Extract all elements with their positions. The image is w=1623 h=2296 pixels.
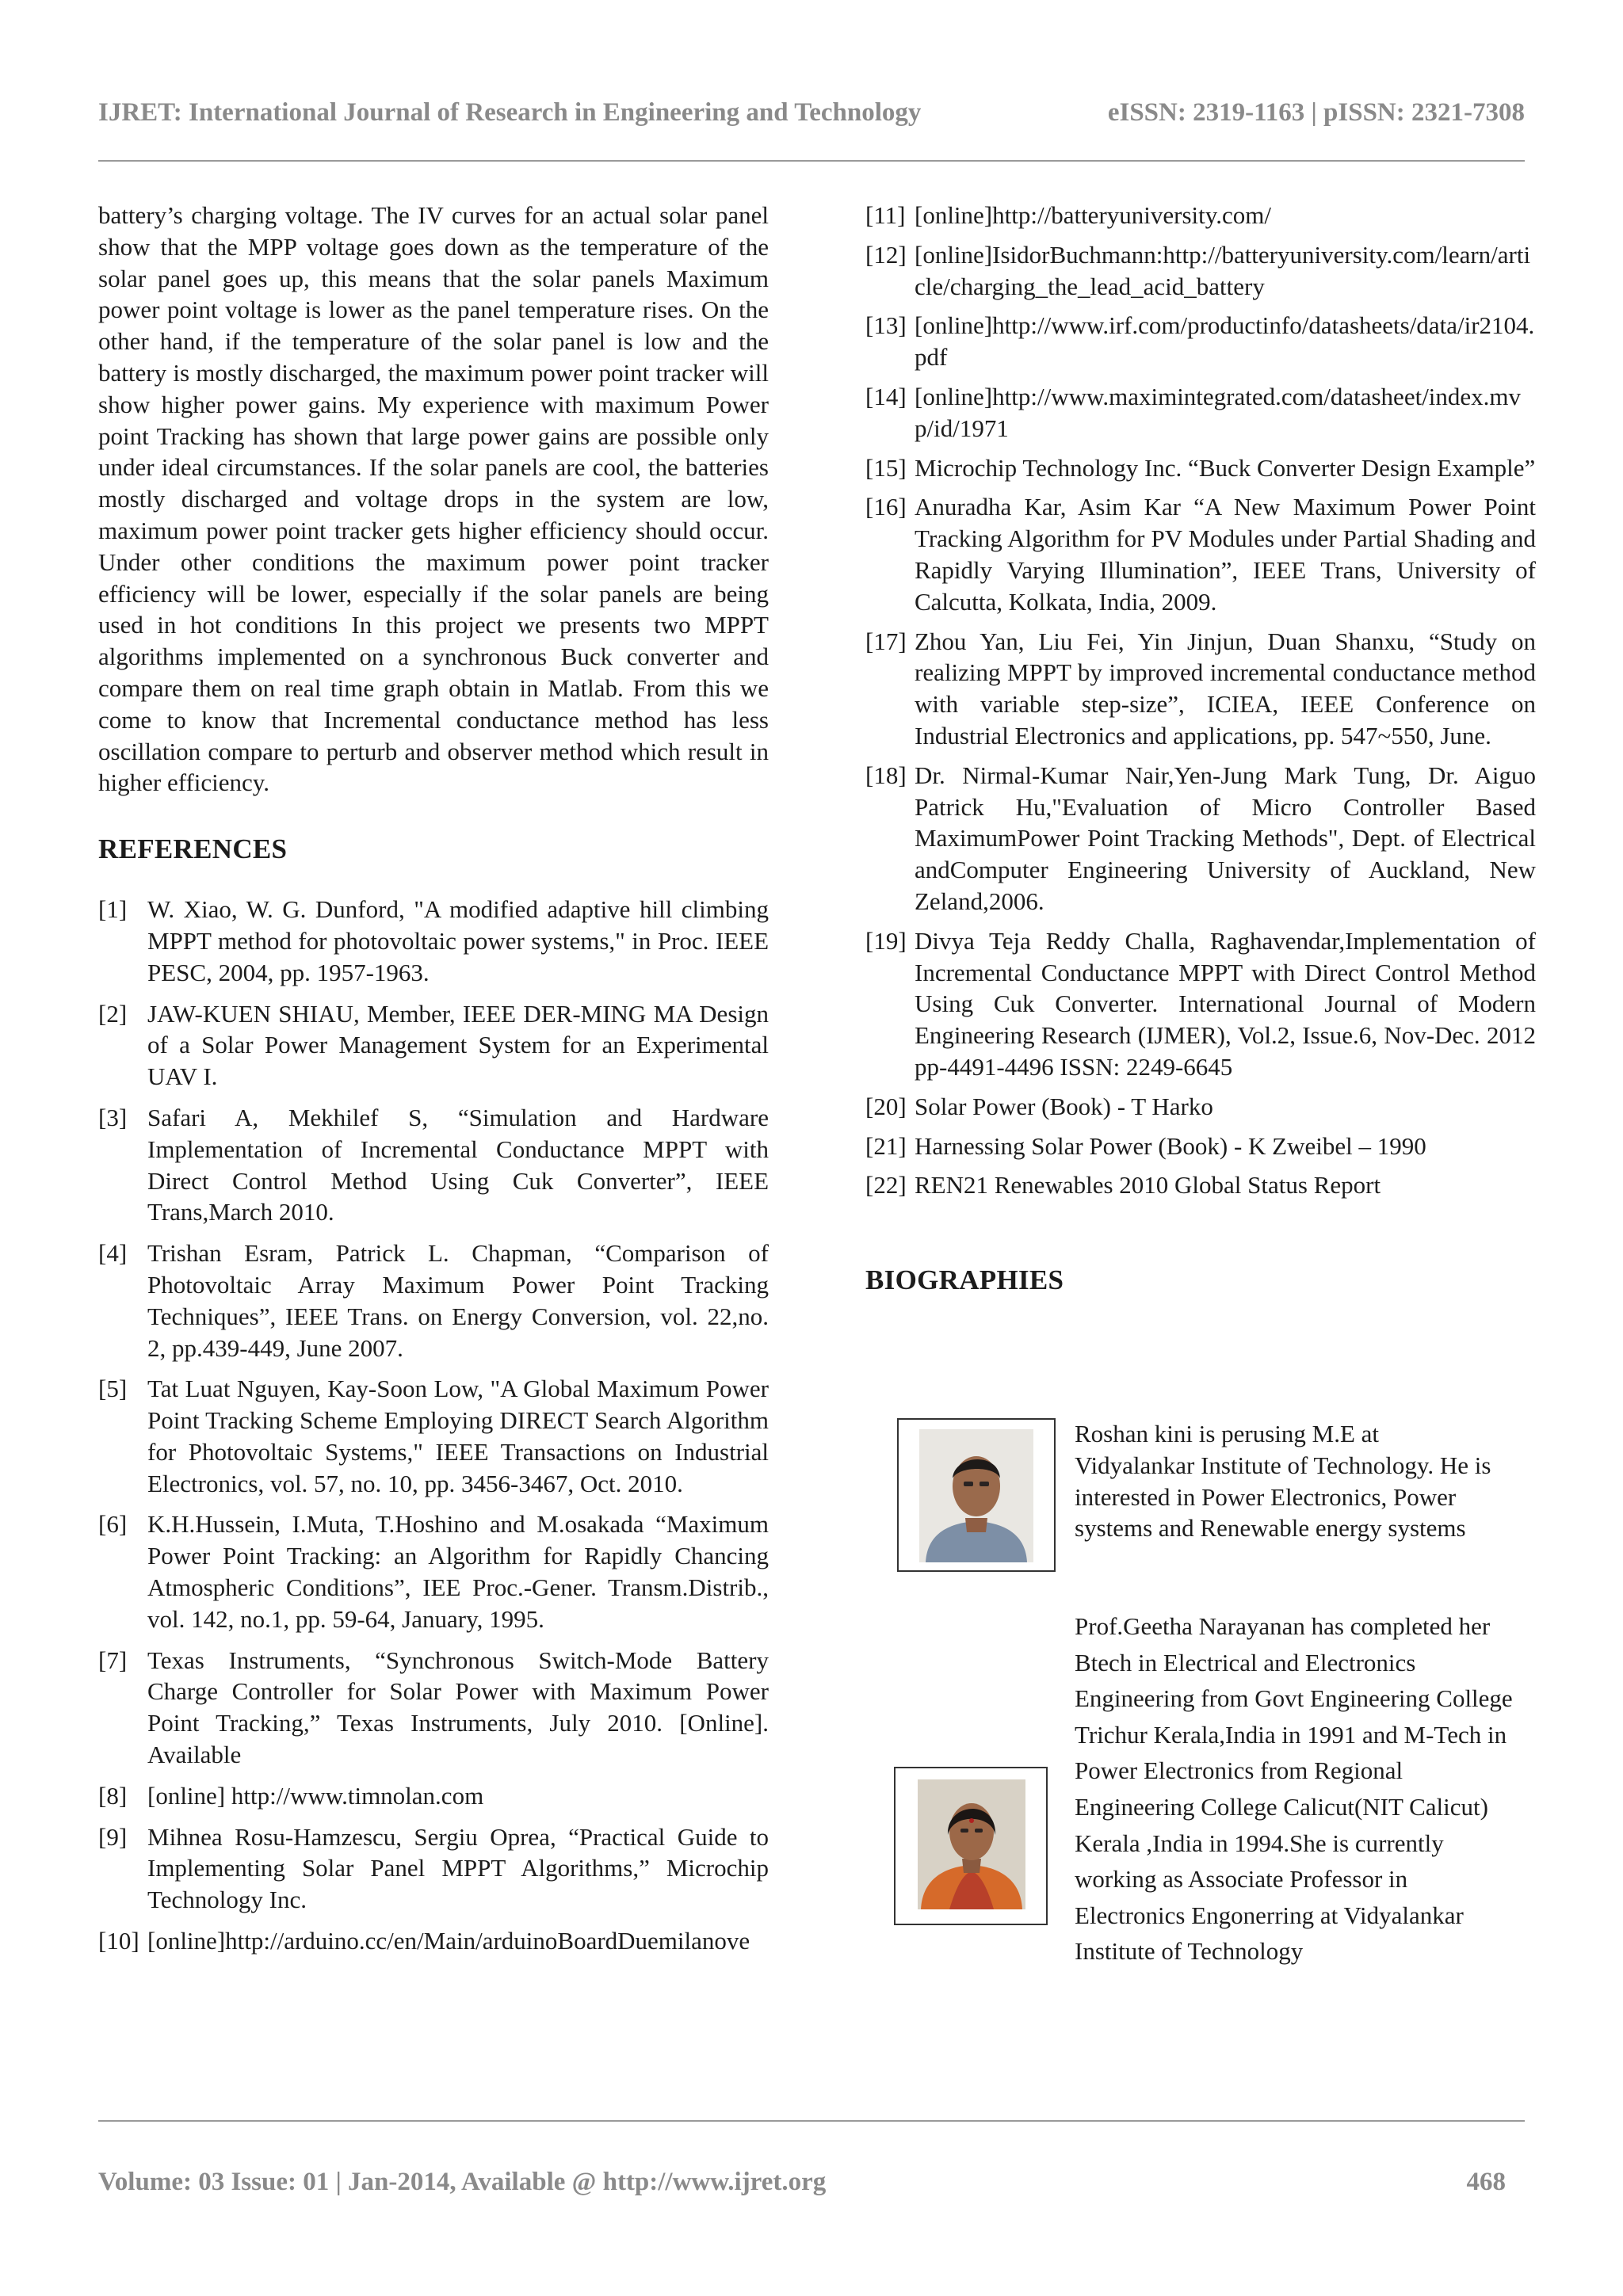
reference-item bbox=[865, 491, 1536, 617]
reference-number: [15] bbox=[865, 453, 907, 482]
reference-item bbox=[98, 1508, 769, 1634]
reference-text: Trishan Esram, Patrick L. Chapman, “Comparison of Photovoltaic Array Maximum Power Point Tracking Techniques”, IEEE Trans. on Energy Conversion, vol. 22,no. 2, pp.439-449, June 2007. bbox=[147, 1239, 769, 1362]
reference-number: [9] bbox=[98, 1822, 128, 1851]
reference-number: [8] bbox=[98, 1781, 128, 1810]
author-photo bbox=[894, 1767, 1048, 1925]
reference-item bbox=[865, 1169, 1536, 1201]
running-header bbox=[98, 98, 1525, 128]
reference-item bbox=[98, 1821, 769, 1916]
reference-item bbox=[865, 200, 1536, 231]
reference-number: [5] bbox=[98, 1375, 128, 1403]
reference-item bbox=[865, 626, 1536, 752]
author-photo bbox=[897, 1418, 1056, 1572]
reference-number: [4] bbox=[98, 1239, 128, 1268]
reference-item bbox=[865, 1131, 1536, 1162]
reference-text: Divya Teja Reddy Challa, Raghavendar,Implementation of Incremental Conductance MPPT with Direct Control Method Using Cuk Converter. International Journal of Modern Engineering Research (IJMER), Vol.2, Issue.6, Nov-Dec. 2012 pp-4491-4496 ISSN: 2249-6645 bbox=[915, 926, 1536, 1081]
reference-number: [17] bbox=[865, 627, 907, 655]
references-heading: REFERENCES bbox=[98, 833, 288, 865]
footer-rule bbox=[98, 2120, 1525, 2122]
reference-text: Dr. Nirmal-Kumar Nair,Yen-Jung Mark Tung, Dr. Aiguo Patrick Hu,"Evaluation of Micro Controller Based MaximumPower Point Tracking Methods", Dept. of Electrical andComputer Engineering University of Auckland, New Zeland,2006. bbox=[915, 761, 1536, 915]
body-paragraph: battery’s charging voltage. The IV curves for an actual solar panel show that the MPP voltage goes down as the temperature of the solar panel goes up, this means that the solar panels Maximum power point voltage is lower as the panel temperature rises. On the other hand, if the temperature of the solar panel is low and the battery is mostly discharged, the maximum power point tracker will show higher power gains. My experience with maximum Power point Tracking has shown that large power gains are possible only under ideal circumstances. If the solar panels are cool, the batteries mostly discharged and voltage drops in the system are low, maximum power point tracker gets higher efficiency should occur. Under other conditions the maximum power point tracker efficiency will be lower, especially if the solar panels are being used in hot conditions In this project we presents two MPPT algorithms implemented on a synchronous Buck converter and compare them on real time graph obtain in Matlab. From this we come to know that Incremental conductance method has less oscillation compare to perturb and observer method which result in higher efficiency. bbox=[98, 201, 769, 797]
reference-text: Safari A, Mekhilef S, “Simulation and Hardware Implementation of Incremental Conductance MPPT with Direct Control Method Using Cuk Converter”, IEEE Trans,March 2010. bbox=[147, 1103, 769, 1226]
header-rule bbox=[98, 160, 1525, 162]
page-number: 468 bbox=[1466, 2168, 1506, 2196]
portrait-icon bbox=[918, 1779, 1025, 1909]
portrait-icon bbox=[919, 1429, 1033, 1562]
reference-number: [22] bbox=[865, 1171, 907, 1199]
reference-number: [13] bbox=[865, 311, 907, 340]
reference-text: Tat Luat Nguyen, Kay-Soon Low, "A Global Maximum Power Point Tracking Scheme Employing DIRECT Search Algorithm for Photovoltaic Systems," IEEE Transactions on Industrial Electronics, vol. 57, no. 10, pp. 3456-3467, Oct. 2010. bbox=[147, 1375, 769, 1497]
reference-number: [10] bbox=[98, 1927, 139, 1955]
reference-text: K.H.Hussein, I.Muta, T.Hoshino and M.osakada “Maximum Power Point Tracking: an Algorithm for Rapidly Chancing Atmospheric Conditions”, IEE Proc.-Gener. Transm.Distrib., vol. 142, no.1, pp. 59-64, January, 1995. bbox=[147, 1510, 769, 1633]
biographies-heading: BIOGRAPHIES bbox=[865, 1264, 1064, 1296]
reference-text: REN21 Renewables 2010 Global Status Report bbox=[915, 1171, 1381, 1199]
biography-text: Roshan kini is perusing M.E at Vidyalankar Institute of Technology. He is interested in Power Electronics, Power systems and Renewable energy systems bbox=[1075, 1420, 1491, 1543]
reference-item bbox=[98, 1373, 769, 1499]
left-column bbox=[98, 200, 769, 1966]
reference-number: [3] bbox=[98, 1103, 128, 1131]
reference-text: Harnessing Solar Power (Book) - K Zweibel – 1990 bbox=[915, 1131, 1426, 1160]
reference-text: Zhou Yan, Liu Fei, Yin Jinjun, Duan Shanxu, “Study on realizing MPPT by improved incremental conductance method with variable step-size”, ICIEA, IEEE Conference on Industrial Electronics and applications, pp. 547~550, June. bbox=[915, 627, 1536, 749]
reference-number: [2] bbox=[98, 999, 128, 1028]
reference-text: [online]http://batteryuniversity.com/ bbox=[915, 201, 1271, 229]
biography-text: Prof.Geetha Narayanan has completed her Btech in Electrical and Electronics Engineering from Govt Engineering College Trichur Kerala,India in 1991 and M-Tech in Power Electronics from Regional Engineering College Calicut(NIT Calicut) Kerala ,India in 1994.She is currently working as Associate Professor in Electronics Engonerring at Vidyalankar Institute of Technology bbox=[1075, 1612, 1513, 1966]
volume-info: Volume: 03 Issue: 01 | Jan-2014, Available @ http://www.ijret.org bbox=[98, 2168, 827, 2196]
reference-text: Solar Power (Book) - T Harko bbox=[915, 1092, 1213, 1120]
reference-item bbox=[865, 925, 1536, 1083]
journal-title: IJRET: International Journal of Research in Engineering and Technology bbox=[98, 98, 922, 127]
reference-text: [online]http://www.irf.com/productinfo/datasheets/data/ir2104.pdf bbox=[915, 311, 1535, 372]
reference-item bbox=[865, 381, 1536, 444]
reference-item bbox=[98, 1238, 769, 1363]
reference-item bbox=[98, 1102, 769, 1228]
reference-number: [16] bbox=[865, 493, 907, 521]
reference-text: Texas Instruments, “Synchronous Switch-Mode Battery Charge Controller for Solar Power with Maximum Power Point Tracking,” Texas Instruments, July 2010. [Online]. Available bbox=[147, 1646, 769, 1769]
reference-number: [14] bbox=[865, 382, 907, 410]
reference-item bbox=[98, 1645, 769, 1771]
biography-entry bbox=[865, 1418, 1536, 1592]
reference-number: [1] bbox=[98, 895, 128, 924]
reference-number: [6] bbox=[98, 1510, 128, 1539]
reference-text: [online] http://www.timnolan.com bbox=[147, 1781, 484, 1810]
running-footer bbox=[98, 2168, 1525, 2197]
reference-item bbox=[865, 310, 1536, 373]
reference-item bbox=[98, 1925, 769, 1957]
reference-number: [11] bbox=[865, 201, 906, 229]
reference-number: [20] bbox=[865, 1092, 907, 1120]
reference-number: [12] bbox=[865, 240, 907, 269]
right-column bbox=[865, 200, 1536, 1296]
reference-item bbox=[98, 998, 769, 1093]
reference-text: Anuradha Kar, Asim Kar “A New Maximum Power Point Tracking Algorithm for PV Modules under Partial Shading and Rapidly Varying Illumination”, IEEE Trans, University of Calcutta, Kolkata, India, 2009. bbox=[915, 493, 1536, 616]
reference-text: [online]http://www.maximintegrated.com/datasheet/index.mvp/id/1971 bbox=[915, 382, 1522, 442]
reference-item bbox=[865, 239, 1536, 303]
reference-item bbox=[865, 760, 1536, 917]
reference-text: [online]IsidorBuchmann:http://batteryuniversity.com/learn/article/charging_the_lead_acid_battery bbox=[915, 240, 1531, 300]
reference-number: [7] bbox=[98, 1646, 128, 1674]
reference-item bbox=[865, 1091, 1536, 1123]
references-list-right bbox=[865, 200, 1536, 1201]
reference-text: Microchip Technology Inc. “Buck Converter Design Example” bbox=[915, 453, 1536, 482]
reference-text: Mihnea Rosu-Hamzescu, Sergiu Oprea, “Practical Guide to Implementing Solar Panel MPPT Algorithms,” Microchip Technology Inc. bbox=[147, 1822, 769, 1914]
reference-text: [online]http://arduino.cc/en/Main/arduinoBoardDuemilanove bbox=[147, 1927, 750, 1955]
reference-item bbox=[98, 894, 769, 988]
references-list-left bbox=[98, 894, 769, 1957]
reference-number: [21] bbox=[865, 1131, 907, 1160]
reference-number: [18] bbox=[865, 761, 907, 789]
reference-number: [19] bbox=[865, 926, 907, 955]
reference-text: W. Xiao, W. G. Dunford, "A modified adaptive hill climbing MPPT method for photovoltaic power systems," in Proc. IEEE PESC, 2004, pp. 1957-1963. bbox=[147, 895, 769, 986]
reference-text: JAW-KUEN SHIAU, Member, IEEE DER-MING MA Design of a Solar Power Management System for an Experimental UAV I. bbox=[147, 999, 769, 1091]
reference-item bbox=[865, 452, 1536, 484]
issn-label: eISSN: 2319-1163 | pISSN: 2321-7308 bbox=[1107, 98, 1525, 127]
biography-entry bbox=[865, 1608, 1536, 2052]
reference-item bbox=[98, 1780, 769, 1812]
